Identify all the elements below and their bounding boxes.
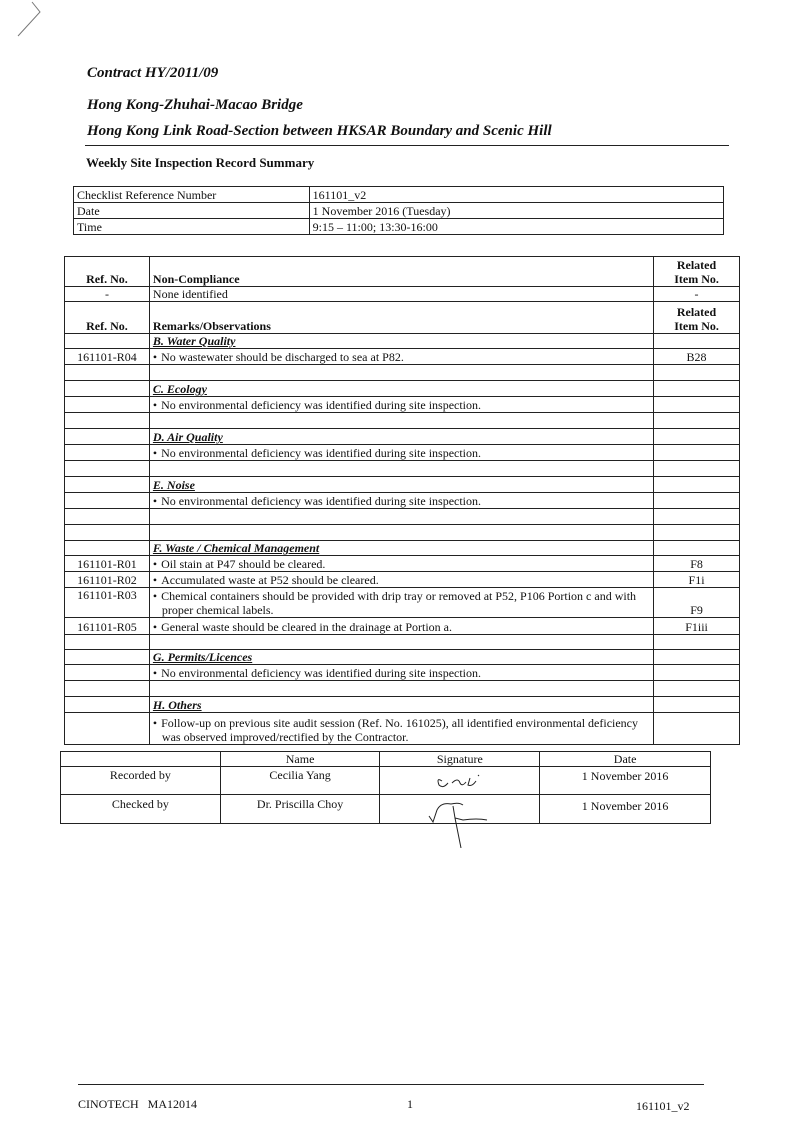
- document-title: Weekly Site Inspection Record Summary: [86, 155, 315, 170]
- section-name: Hong Kong Link Road-Section between HKSAR Boundary and Scenic Hill: [87, 123, 552, 139]
- section-title-others: H. Others: [152, 698, 202, 712]
- observation-text: • Oil stain at P47 should be cleared.: [149, 556, 653, 572]
- info-value-checklist: 161101_v2: [309, 187, 723, 203]
- ref-number: 161101-R04: [65, 349, 150, 365]
- recorded-name: Cecilia Yang: [220, 767, 380, 795]
- section-row: [65, 697, 740, 713]
- section-title-ecology: C. Ecology: [152, 382, 207, 396]
- ref-number: 161101-R05: [65, 618, 150, 635]
- spacer-row: [65, 413, 740, 429]
- table-row: [65, 556, 740, 572]
- observation-text: • Chemical containers should be provided with drip tray or removed at P52, P106 Portion c and with proper chemical labels.: [149, 588, 653, 618]
- inspection-table: [64, 256, 740, 745]
- footer-rule: [78, 1084, 704, 1085]
- scan-mark: [14, 0, 44, 40]
- table-row: [65, 349, 740, 365]
- col-name-header: Name: [220, 752, 380, 767]
- section-row: [65, 429, 740, 445]
- remarks-header-row: [65, 302, 740, 334]
- header-rule: [85, 145, 729, 146]
- recorded-by-label: Recorded by: [61, 767, 221, 795]
- table-row: [65, 397, 740, 413]
- checked-by-label: Checked by: [61, 795, 221, 824]
- observation-text: • No environmental deficiency was identified during site inspection.: [149, 665, 653, 681]
- observation-text: • No environmental deficiency was identified during site inspection.: [149, 493, 653, 509]
- table-row: [65, 445, 740, 461]
- remarks-header: Remarks/Observations: [149, 302, 653, 334]
- observation-text: • Follow-up on previous site audit session (Ref. No. 161025), all identified environmental deficiency was observed improved/rectified by the Contractor.: [149, 713, 653, 745]
- table-row: [65, 572, 740, 588]
- footer-right: 161101_v2: [636, 1099, 690, 1113]
- contract-number: Contract HY/2011/09: [87, 65, 219, 81]
- info-table: [73, 186, 724, 235]
- col-signature-header: Signature: [380, 752, 540, 767]
- nc-header-row: [65, 257, 740, 287]
- nc-header: Non-Compliance: [149, 257, 653, 287]
- checked-date: 1 November 2016: [540, 795, 711, 824]
- related-item: F1iii: [654, 618, 740, 635]
- nc-text: None identified: [149, 287, 653, 302]
- nc-related-header: Related Item No.: [654, 257, 740, 287]
- spacer-row: [65, 681, 740, 697]
- related-item: F9: [654, 588, 740, 618]
- section-row: [65, 477, 740, 493]
- section-row: [65, 650, 740, 665]
- related-item: F8: [654, 556, 740, 572]
- nc-row: [65, 287, 740, 302]
- nc-related: -: [654, 287, 740, 302]
- info-label-date: Date: [74, 203, 310, 219]
- signature-image: [425, 796, 495, 848]
- recorded-signature: [380, 767, 540, 795]
- remarks-ref-header: Ref. No.: [65, 302, 150, 334]
- spacer-row: [65, 509, 740, 525]
- spacer-row: [65, 635, 740, 650]
- info-label-checklist: Checklist Reference Number: [74, 187, 310, 203]
- spacer-row: [65, 365, 740, 381]
- project-name: Hong Kong-Zhuhai-Macao Bridge: [87, 97, 303, 113]
- info-label-time: Time: [74, 219, 310, 235]
- ref-number: 161101-R01: [65, 556, 150, 572]
- section-title-permits: G. Permits/Licences: [152, 650, 253, 664]
- nc-ref-header: Ref. No.: [65, 257, 150, 287]
- ref-number: 161101-R02: [65, 572, 150, 588]
- info-value-date: 1 November 2016 (Tuesday): [309, 203, 723, 219]
- signoff-table: [60, 751, 711, 824]
- remarks-related-header: Related Item No.: [654, 302, 740, 334]
- spacer-row: [65, 525, 740, 541]
- checked-name: Dr. Priscilla Choy: [220, 795, 380, 824]
- table-row: [65, 493, 740, 509]
- observation-text: • No environmental deficiency was identified during site inspection.: [149, 397, 653, 413]
- related-item: B28: [654, 349, 740, 365]
- table-row: [65, 713, 740, 745]
- related-item: F1i: [654, 572, 740, 588]
- col-date-header: Date: [540, 752, 711, 767]
- observation-text: • Accumulated waste at P52 should be cleared.: [149, 572, 653, 588]
- section-row: [65, 381, 740, 397]
- section-title-waste: F. Waste / Chemical Management: [152, 541, 320, 555]
- observation-text: • General waste should be cleared in the drainage at Portion a.: [149, 618, 653, 635]
- nc-ref: -: [65, 287, 150, 302]
- section-row: [65, 334, 740, 349]
- table-row: [65, 588, 740, 618]
- table-row: [65, 665, 740, 681]
- footer-left: CINOTECH MA12014: [78, 1097, 197, 1111]
- page-number: 1: [407, 1097, 413, 1111]
- section-title-air: D. Air Quality: [152, 430, 223, 444]
- table-row: [65, 618, 740, 635]
- section-title-water: B. Water Quality: [152, 334, 236, 348]
- ref-number: 161101-R03: [65, 588, 150, 618]
- observation-text: • No environmental deficiency was identified during site inspection.: [149, 445, 653, 461]
- info-value-time: 9:15 – 11:00; 13:30-16:00: [309, 219, 723, 235]
- recorded-date: 1 November 2016: [540, 767, 711, 795]
- signature-image: [430, 767, 490, 791]
- section-row: [65, 541, 740, 556]
- observation-text: • No wastewater should be discharged to sea at P82.: [149, 349, 653, 365]
- spacer-row: [65, 461, 740, 477]
- section-title-noise: E. Noise: [152, 478, 195, 492]
